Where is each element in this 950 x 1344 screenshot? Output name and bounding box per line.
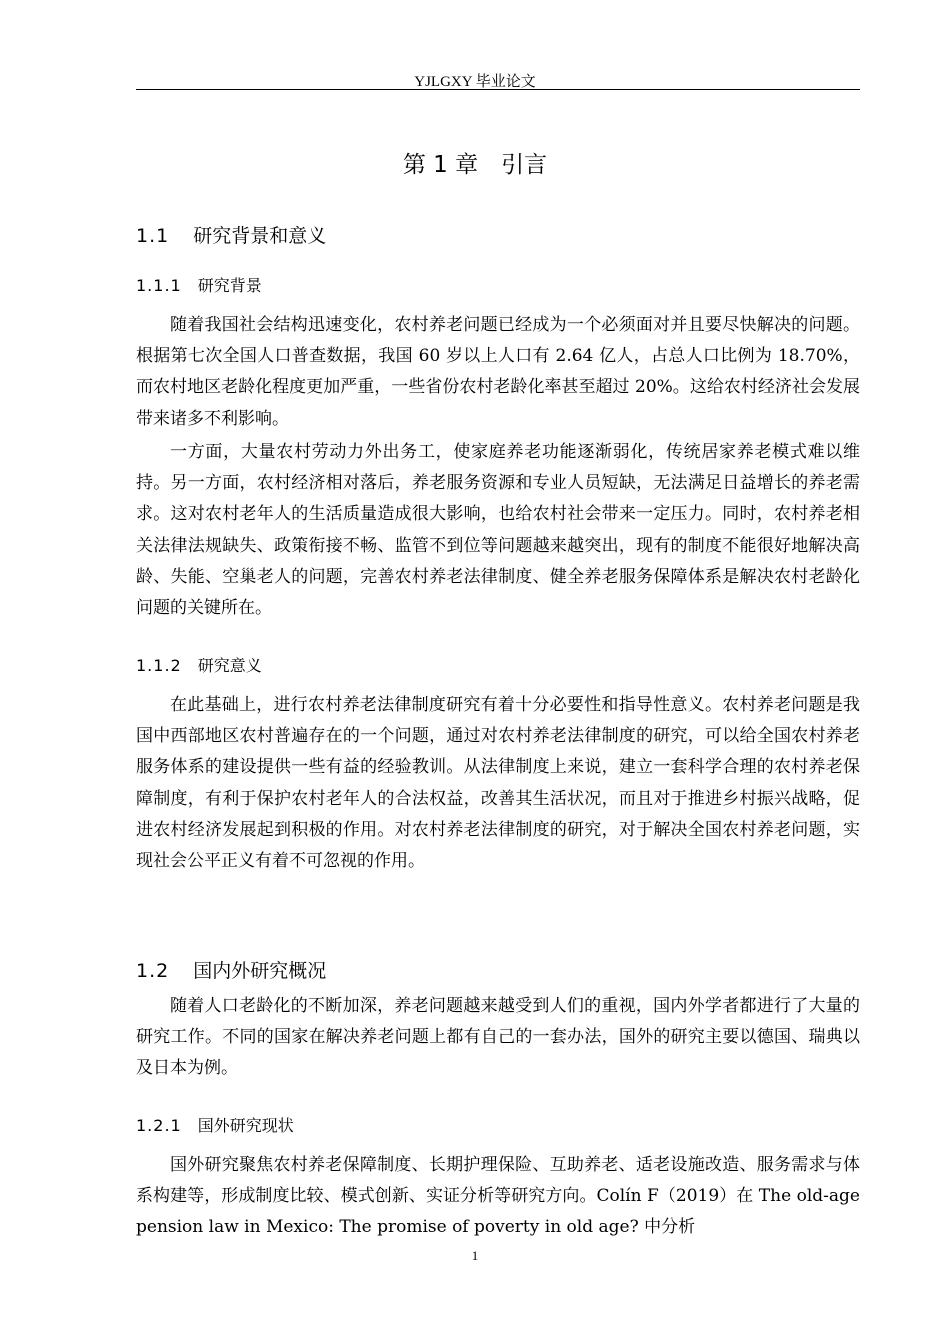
subsection-title: 研究意义 — [197, 656, 262, 675]
subsection-number: 1.1.1 — [136, 276, 182, 295]
subsection-heading-1-1-1 — [136, 273, 262, 296]
section-title: 研究背景和意义 — [193, 225, 327, 247]
section-number: 1.1 — [136, 225, 170, 247]
paragraph-foreign-research: 国外研究聚焦农村养老保障制度、长期护理保险、互助养老、适老设施改造、服务需求与体系构建等，形成制度比较、模式创新、实证分析等研究方向。Colín F（2019）在 The old-age pension law in Mexico: The promise of poverty in old age? 中分析 — [136, 1155, 860, 1238]
section-heading-1-2 — [136, 956, 326, 983]
paragraph-background-1: 随着我国社会结构迅速变化，农村养老问题已经成为一个必须面对并且要尽快解决的问题。根据第七次全国人口普查数据，我国 60 岁以上人口有 2.64 亿人，占总人口比例为 18.70%，而农村地区老龄化程度更加严重，一些省份农村老龄化率甚至超过 20%。这给农村经济社会发展带来诸多不利影响。 — [136, 315, 860, 429]
paragraph-background-2: 一方面，大量农村劳动力外出务工，使家庭养老功能逐渐弱化，传统居家养老模式难以维持。另一方面，农村经济相对落后，养老服务资源和专业人员短缺，无法满足日益增长的养老需求。这对农村老年人的生活质量造成很大影响，也给农村社会带来一定压力。同时，农村养老相关法律法规缺失、政策衔接不畅、监管不到位等问题越来越突出，现有的制度不能很好地解决高龄、失能、空巢老人的问题，完善农村养老法律制度、健全养老服务保障体系是解决农村老龄化问题的关键所在。 — [136, 442, 860, 619]
running-header: YJLGXY 毕业论文 — [414, 74, 536, 90]
section-title: 国内外研究概况 — [193, 960, 327, 982]
subsection-number: 1.1.2 — [136, 656, 182, 675]
paragraph-overview: 随着人口老龄化的不断加深，养老问题越来越受到人们的重视，国内外学者都进行了大量的研究工作。不同的国家在解决养老问题上都有自己的一套办法，国外的研究主要以德国、瑞典以及日本为例。 — [136, 996, 860, 1079]
subsection-heading-1-1-2 — [136, 653, 262, 676]
header-rule — [136, 89, 860, 90]
subsection-title: 国外研究现状 — [197, 1116, 294, 1135]
subsection-heading-1-2-1 — [136, 1113, 294, 1136]
subsection-title: 研究背景 — [197, 276, 262, 295]
page-number: 1 — [471, 1248, 479, 1263]
section-heading-1-1 — [136, 221, 326, 248]
subsection-number: 1.2.1 — [136, 1116, 182, 1135]
paragraph-significance: 在此基础上，进行农村养老法律制度研究有着十分必要性和指导性意义。农村养老问题是我国中西部地区农村普遍存在的一个问题，通过对农村养老法律制度的研究，可以给全国农村养老服务体系的建设提供一些有益的经验教训。从法律制度上来说，建立一套科学合理的农村养老保障制度，有利于保护农村老年人的合法权益，改善其生活状况，而且对于推进乡村振兴战略，促进农村经济发展起到积极的作用。对农村养老法律制度的研究，对于解决全国农村养老问题，实现社会公平正义有着不可忽视的作用。 — [136, 695, 860, 872]
chapter-title: 第 1 章 引言 — [402, 152, 548, 178]
section-number: 1.2 — [136, 960, 170, 982]
